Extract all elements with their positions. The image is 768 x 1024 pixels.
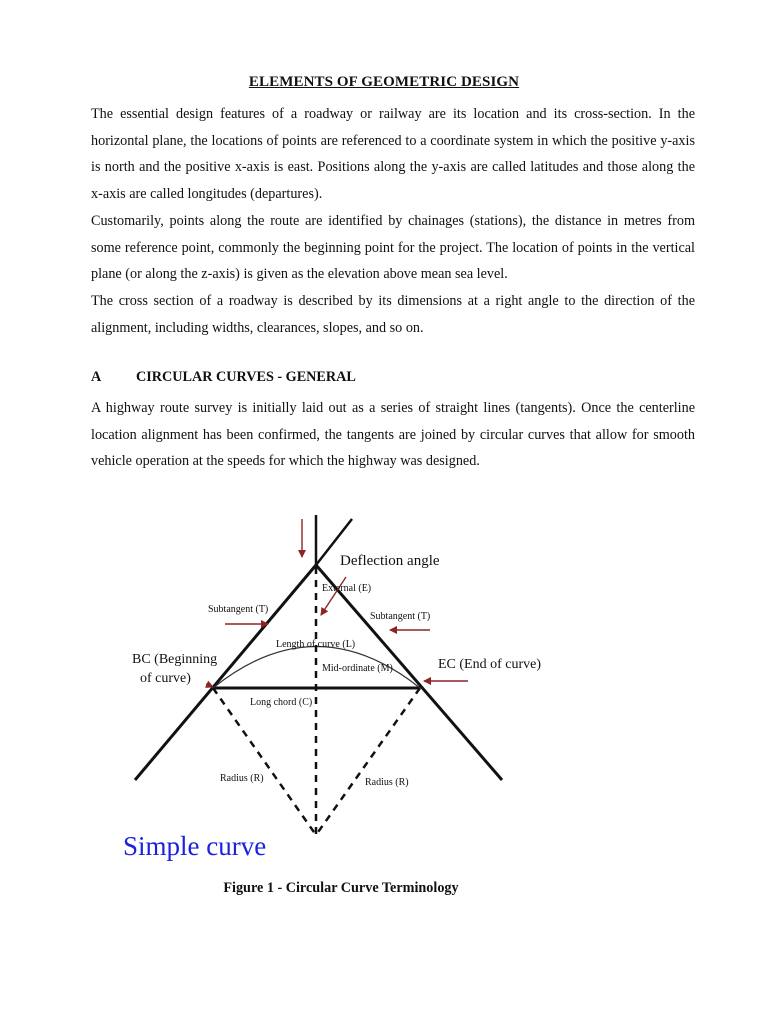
paragraph-cross-section: The cross section of a roadway is described by its dimensions at a right angle to the direction of the alignment, including widths, clearances, slopes, and so on. (91, 293, 695, 336)
long-chord-label: Long chord (C) (250, 697, 313, 708)
paragraph-location: The essential design features of a roadway or railway are its location and its cross-section. In the horizontal plane, the locations of points are referenced to a coordinate system in which the positive y-axis is north and the positive x-axis is east. Positions along the y-axis are called latitudes and those along the x-axis are called longitudes (departures). (91, 106, 695, 202)
radius-left-line (213, 688, 316, 835)
radius-right-label: Radius (R) (365, 777, 409, 788)
circular-curve-diagram (100, 505, 620, 845)
document-title: ELEMENTS OF GEOMETRIC DESIGN (248, 74, 520, 90)
figure-subtitle: Simple curve (123, 831, 267, 861)
bc-label-line1: BC (Beginning (132, 652, 218, 667)
deflection-angle-label: Deflection angle (340, 553, 440, 569)
radius-left-label: Radius (R) (220, 773, 264, 784)
ec-label: EC (End of curve) (438, 657, 542, 672)
paragraph-chainages: Customarily, points along the route are identified by chainages (stations), the distance in metres from some reference point, commonly the beginning point for the project. The location of points in the vertical plane (or along the z-axis) is given as the elevation above mean sea level. (91, 213, 695, 283)
external-label: External (E) (322, 583, 372, 594)
subtangent-right-label: Subtangent (T) (370, 611, 431, 622)
bc-label-line2: of curve) (140, 671, 191, 686)
mid-ordinate-label: Mid-ordinate (M) (322, 663, 393, 674)
figure-caption: Figure 1 - Circular Curve Terminology (223, 880, 459, 896)
subtangent-left-label: Subtangent (T) (208, 604, 269, 615)
radius-right-line (316, 688, 420, 835)
paragraph-circular-curves: A highway route survey is initially laid out as a series of straight lines (tangents). Once the centerline location alignment has been confirmed, the tangents are joined by circular curves that allow for smooth vehicle operation at the speeds for which the highway was designed. (91, 400, 695, 470)
bc-arrow (206, 684, 213, 687)
section-title: CIRCULAR CURVES - GENERAL (136, 369, 356, 385)
section-letter: A (91, 369, 102, 385)
section-heading (91, 369, 356, 386)
length-of-curve-label: Length of curve (L) (276, 639, 356, 650)
